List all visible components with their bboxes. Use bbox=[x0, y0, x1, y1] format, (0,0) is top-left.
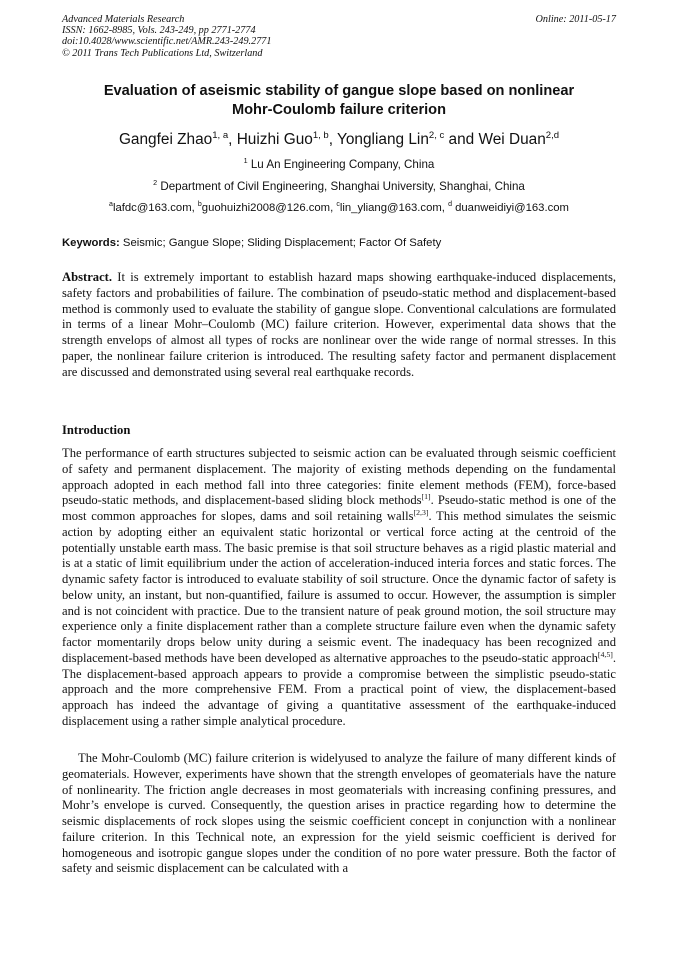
citation: [4,5] bbox=[597, 649, 613, 659]
introduction-paragraph-1 bbox=[62, 446, 616, 730]
affiliation-text: Lu An Engineering Company, China bbox=[247, 158, 435, 171]
author-affiliation-mark: 2, c bbox=[428, 129, 445, 141]
keywords-label: Keywords: bbox=[62, 237, 120, 249]
body-text: . The displacement-based approach appears to provide a compromise between the simplistic pseudo-static approach and the more comprehensive FEM. From a practical point of view, the displacement-based approach has indeed the advantage of giving a quantitative assessment of the earthquake-induced displacement using a rather simple analytical procedure. bbox=[62, 650, 616, 728]
doi-line: doi:10.4028/www.scientific.net/AMR.243-249.2771 bbox=[62, 36, 272, 48]
affiliation-2 bbox=[62, 180, 616, 194]
keywords-text: Seismic; Gangue Slope; Sliding Displacement; Factor Of Safety bbox=[119, 237, 442, 249]
email-address: duanweidiyi@163.com bbox=[451, 202, 569, 214]
author-separator: , bbox=[228, 131, 237, 148]
author-list bbox=[62, 131, 616, 149]
email-address: guohuizhi2008@126.com, bbox=[201, 202, 337, 214]
section-heading-introduction: Introduction bbox=[62, 423, 131, 437]
author-name: Gangfei Zhao bbox=[118, 131, 213, 148]
abstract-text: It is extremely important to establish hazard maps showing earthquake-induced displacements, safety factors and probabilities of failure. The combination of pseudo-static method and displacement-based method is commonly used to evaluate the stability of gangue slope. Conventional calculations are formulated in terms of a linear Mohr–Coulomb (MC) failure criterion. However, experimental data shows that the strength envelops of almost all types of rocks are nonlinear over the wide range of normal stresses. In this paper, the nonlinear failure criterion is introduced. The resulting safety factor and permanent displacement are discussed and demonstrated using several real earthquake records. bbox=[62, 270, 616, 379]
author-name: Yongliang Lin bbox=[337, 131, 429, 148]
body-text: . Pseudo-static method is one of the most common approaches for slopes, dams and soil retaining walls bbox=[62, 493, 617, 523]
journal-name: Advanced Materials Research bbox=[62, 14, 185, 25]
citation: [2,3] bbox=[413, 507, 429, 517]
author-name: Wei Duan bbox=[478, 131, 546, 148]
email-list bbox=[62, 201, 616, 215]
author-affiliation-mark: 2,d bbox=[545, 129, 560, 141]
introduction-paragraph-2: The Mohr-Coulomb (MC) failure criterion is widelyused to analyze the failure of many different kinds of geomaterials. However, experiments have shown that the strength envelopes of geomaterials have the nature of nonlinearity. The friction angle decreases in most geomaterials with increasing confining pressures, and Mohr’s envelope is curved. Consequently, the question arises in practice regarding how to determine the seismic displacements of rock slopes using the seismic coefficient concept in conjunction with a nonlinear failure criterion. In this Technical note, an expression for the yield seismic coefficient is derived for homogeneous and isotropic gangue slopes under the condition of no pore water pressure. Both the factor of safety and seismic displacement can be calculated with a bbox=[62, 751, 616, 876]
body-text: The performance of earth structures subjected to seismic action can be evaluated through seismic coefficient of safety and permanent displacement. The majority of existing methods depending on the fundamental approach adopted in each method fall into three categories: finite element methods (FEM), force-based pseudo-static methods, and displacement-based sliding block methods bbox=[62, 446, 616, 508]
affiliation-1 bbox=[62, 158, 616, 172]
author-affiliation-mark: 1, b bbox=[312, 129, 329, 141]
affiliation-mark: 1 bbox=[243, 156, 248, 166]
email-mark: c bbox=[336, 201, 340, 209]
abstract-paragraph bbox=[62, 270, 616, 380]
online-date: Online: 2011-05-17 bbox=[535, 14, 616, 25]
title-line-2: Mohr-Coulomb failure criterion bbox=[231, 101, 447, 118]
author-separator: and bbox=[444, 131, 479, 148]
journal-header bbox=[62, 14, 616, 59]
copyright-line: © 2011 Trans Tech Publications Ltd, Switzerland bbox=[62, 47, 263, 59]
abstract-label: Abstract. bbox=[62, 270, 113, 284]
email-mark: a bbox=[109, 201, 113, 209]
email-mark: b bbox=[197, 201, 202, 209]
citation: [1] bbox=[421, 492, 431, 502]
paper-title bbox=[62, 82, 616, 119]
affiliation-mark: 2 bbox=[153, 178, 158, 188]
email-mark: d bbox=[448, 201, 452, 209]
affiliation-text: Department of Civil Engineering, Shanghai University, Shanghai, China bbox=[157, 180, 525, 193]
email-address: lin_yliang@163.com, bbox=[339, 202, 449, 214]
issn-line: ISSN: 1662-8985, Vols. 243-249, pp 2771-2774 bbox=[62, 25, 256, 37]
author-separator: , bbox=[328, 131, 338, 148]
email-address: lafdc@163.com, bbox=[112, 202, 198, 214]
title-line-1: Evaluation of aseismic stability of gangue slope based on nonlinear bbox=[103, 83, 575, 99]
author-affiliation-mark: 1, a bbox=[212, 129, 229, 141]
author-name: Huizhi Guo bbox=[236, 131, 313, 148]
body-text: . This method simulates the seismic action by adopting either an equivalent static horizontal or vertical force acting at the centroid of the potentially unstable earth mass. The basic premise is that soil structure behaves as a rigid plastic material and is at a static of limit equilibrium under the action of acceleration-induced interia forces and static forces. The dynamic safety factor is introduced to evaluate stability of soil structure. Once the dynamic factor of safety is below unity, an instant, but non-quantified, failure is assumed to occur. However, the assumption is simpler and is not coincident with practice. Due to the transient nature of peak ground motion, the soil structure may experience only a finite displacement rather than a complete structure failure even when the dynamic safety factor momentarily drops below unity during a seismic event. The inadequacy has been recognized and displacement-based methods have been developed as alternative approaches to the pseudo-static approach bbox=[62, 509, 616, 665]
keywords-line bbox=[62, 236, 616, 250]
